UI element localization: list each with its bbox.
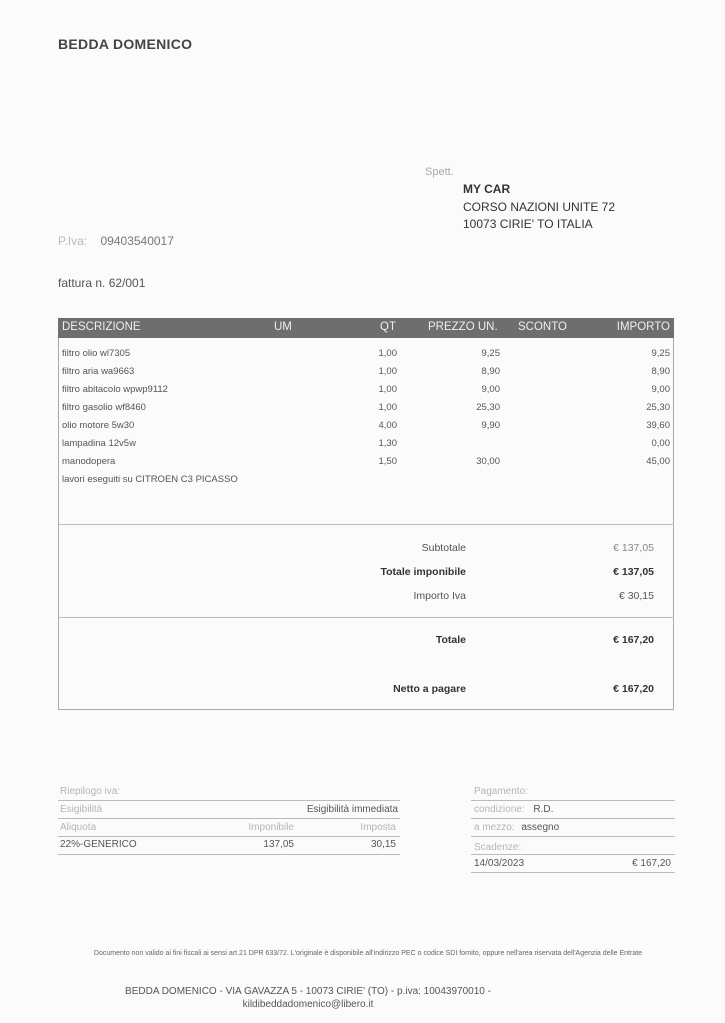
row-qt: 1,50 [378, 456, 397, 467]
table-row [58, 348, 674, 366]
row-amount: 45,00 [646, 456, 670, 467]
table-header [58, 318, 674, 338]
row-price: 30,00 [476, 456, 500, 467]
table-row [58, 438, 674, 456]
divider [471, 854, 675, 855]
footer-line1: BEDDA DOMENICO - VIA GAVAZZA 5 - 10073 CIRIE' (TO) - p.iva: 10043970010 - [125, 986, 491, 997]
recipient-name: MY CAR [463, 182, 511, 196]
row-qt: 1,00 [378, 348, 397, 359]
mezzo-label: a mezzo: [474, 822, 515, 833]
piva [58, 234, 174, 248]
recipient-city: 10073 CIRIE' TO ITALIA [463, 217, 593, 231]
imposta-col-label: Imposta [360, 822, 396, 833]
iva-value: € 30,15 [618, 590, 654, 602]
totale-value: € 167,20 [613, 634, 654, 646]
divider [58, 617, 674, 618]
row-desc: olio motore 5w30 [62, 420, 135, 431]
row-qt: 4,00 [378, 420, 397, 431]
piva-label: P.Iva: [58, 234, 88, 248]
table-row [58, 402, 674, 420]
row-qt: 1,00 [378, 366, 397, 377]
row-desc: filtro olio wl7305 [62, 348, 131, 359]
footer [58, 985, 558, 1011]
row-desc: filtro abitacolo wpwp9112 [62, 384, 168, 395]
row-amount: 39,60 [646, 420, 670, 431]
netto-label: Netto a pagare [393, 683, 466, 695]
imposta-value: 30,15 [370, 839, 396, 850]
condizione-row [474, 804, 553, 815]
invoice-number: fattura n. 62/001 [58, 276, 146, 290]
scadenza-date: 14/03/2023 [474, 858, 525, 869]
imponibile-value: € 137,05 [613, 566, 654, 578]
table-row [58, 474, 674, 492]
spett-label: Spett. [425, 166, 454, 178]
header-descrizione: DESCRIZIONE [62, 321, 141, 333]
row-desc: filtro gasolio wf8460 [62, 402, 146, 413]
pagamento-title: Pagamento: [474, 786, 528, 797]
table-row [58, 384, 674, 402]
divider [58, 524, 674, 525]
table-row [58, 420, 674, 438]
row-desc: lampadina 12v5w [62, 438, 136, 449]
table-body [58, 348, 674, 492]
netto-value: € 167,20 [613, 683, 654, 695]
divider [58, 854, 400, 855]
header-prezzo: PREZZO UN. [428, 321, 498, 333]
piva-value: 09403540017 [100, 234, 174, 248]
row-price: 9,90 [481, 420, 500, 431]
imponibile-value-riepilogo: 137,05 [263, 839, 294, 850]
header-importo: IMPORTO [616, 321, 670, 333]
table-row [58, 456, 674, 474]
row-desc: manodopera [62, 456, 116, 467]
condizione-value: R.D. [533, 804, 554, 815]
divider [471, 872, 675, 873]
row-qt: 1,00 [378, 384, 397, 395]
imponibile-col-label: Imponibile [248, 822, 294, 833]
subtotale-value: € 137,05 [613, 542, 654, 554]
aliquota-value: 22%-GENERICO [60, 839, 137, 850]
imponibile-label: Totale imponibile [380, 566, 466, 578]
scadenze-label: Scadenze: [474, 842, 522, 853]
recipient-address: CORSO NAZIONI UNITE 72 [463, 200, 616, 214]
row-desc: filtro aria wa9663 [62, 366, 135, 377]
riepilogo-title: Riepilogo iva: [60, 786, 121, 797]
row-qt: 1,00 [378, 402, 397, 413]
header-um: UM [274, 321, 292, 333]
iva-label: Importo Iva [413, 590, 466, 602]
footer-line2: kildibeddadomenico@libero.it [242, 999, 374, 1010]
divider [58, 818, 400, 819]
divider [471, 818, 675, 819]
aliquota-label: Aliquota [60, 822, 97, 833]
condizione-label: condizione: [474, 804, 525, 815]
row-amount: 0,00 [651, 438, 670, 449]
scadenza-amount: € 167,20 [632, 858, 671, 869]
divider [58, 836, 400, 837]
row-price: 25,30 [476, 402, 500, 413]
divider [471, 800, 675, 801]
row-price: 9,00 [481, 384, 500, 395]
row-amount: 25,30 [646, 402, 670, 413]
mezzo-row [474, 822, 559, 833]
row-amount: 9,00 [651, 384, 670, 395]
divider [58, 800, 400, 801]
totale-label: Totale [435, 634, 466, 646]
legal-note: Documento non valido ai fini fiscali ai sensi art.21 DPR 633/72. L'originale è disponibile all'indirizzo PEC o codice SDI fornito, oppure nell'area riservata dell'Agenzia delle Entrate [93, 950, 643, 957]
esigibilita-label: Esigibilità [60, 804, 103, 815]
row-amount: 9,25 [651, 348, 670, 359]
header-qt: QT [380, 321, 396, 333]
mezzo-value: assegno [521, 822, 560, 833]
table-row [58, 366, 674, 384]
subtotale-label: Subtotale [421, 542, 466, 554]
divider [471, 836, 675, 837]
row-price: 8,90 [481, 366, 500, 377]
header-sconto: SCONTO [518, 321, 567, 333]
row-qt: 1,30 [378, 438, 397, 449]
company-name: BEDDA DOMENICO [58, 36, 193, 52]
row-price: 9,25 [481, 348, 500, 359]
esigibilita-value: Esigibilità immediata [306, 804, 398, 815]
row-amount: 8,90 [651, 366, 670, 377]
row-desc: lavori eseguiti su CITROEN C3 PICASSO [62, 474, 238, 485]
